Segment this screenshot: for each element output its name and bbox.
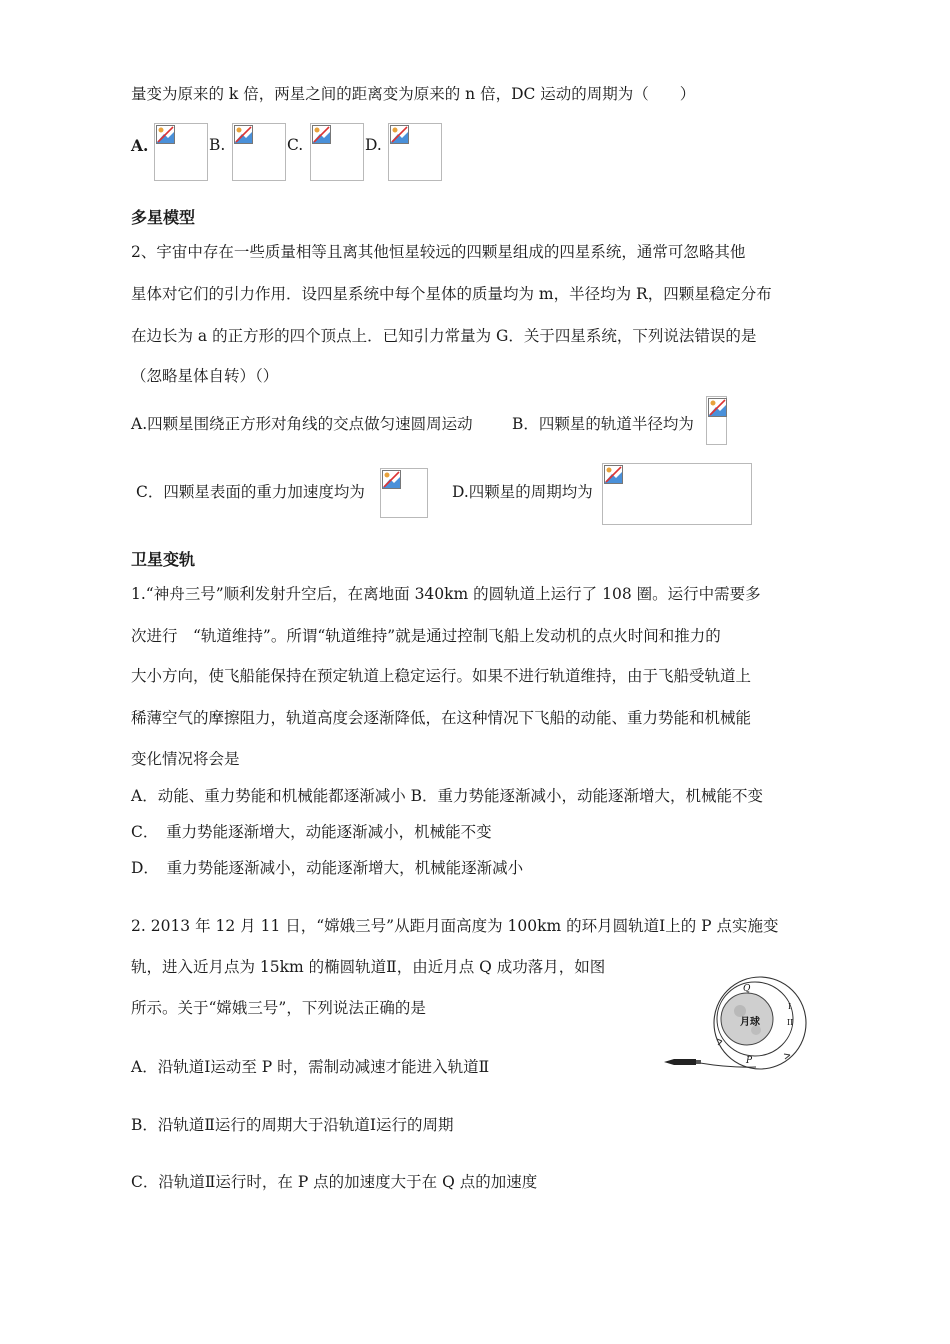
option-c-image	[310, 123, 364, 181]
option-a-image	[154, 123, 208, 181]
option-d-image	[388, 123, 442, 181]
question-line: （忽略星体自转）（）	[131, 367, 279, 385]
question-line: 2、宇宙中存在一些质量相等且离其他恒星较远的四颗星组成的四星系统，通常可忽略其他	[131, 243, 746, 261]
option-b-image	[232, 123, 286, 181]
option-ab-text: A．动能、重力势能和机械能都逐渐减小 B．重力势能逐渐减小，动能逐渐增大，机械能不变	[131, 787, 764, 805]
question-line: 1.“神舟三号”顺利发射升空后，在离地面 340km 的圆轨道上运行了 108 圈。运行中需要多	[131, 585, 761, 603]
question-line: 2. 2013 年 12 月 11 日，“嫦娥三号”从距月面高度为 100km 的环月圆轨道Ⅰ上的 P 点实施变	[131, 917, 779, 935]
option-c-label: C.	[287, 136, 304, 154]
option-d-label: D.	[365, 136, 382, 154]
broken-image-icon	[390, 125, 409, 144]
broken-image-icon	[604, 465, 623, 484]
option-d-image	[602, 463, 752, 525]
option-d-text: D.四颗星的周期均为	[452, 483, 593, 501]
section-heading-multistar: 多星模型	[131, 208, 196, 227]
orbit-diagram	[660, 975, 810, 1075]
question-line: 量变为原来的 k 倍，两星之间的距离变为原来的 n 倍，DC 运动的周期为（ ）	[131, 85, 696, 103]
spacecraft	[664, 1059, 701, 1065]
broken-image-icon	[382, 470, 401, 489]
question-line: 稀薄空气的摩擦阻力，轨道高度会逐渐降低，在这种情况下飞船的动能、重力势能和机械能	[131, 709, 752, 727]
broken-image-icon	[156, 125, 175, 144]
question-line: 变化情况将会是	[131, 750, 240, 768]
orbit-1-label: I	[788, 1002, 792, 1011]
option-c-text: C．沿轨道Ⅱ运行时，在 P 点的加速度大于在 Q 点的加速度	[131, 1173, 538, 1191]
option-c-text: C． 重力势能逐渐增大，动能逐渐减小，机械能不变	[131, 823, 492, 841]
broken-image-icon	[312, 125, 331, 144]
moon-label: 月球	[740, 1017, 760, 1028]
option-a-label: A.	[131, 136, 149, 155]
option-d-text: D． 重力势能逐渐减小，动能逐渐增大，机械能逐渐减小	[131, 859, 524, 877]
question-line: 星体对它们的引力作用．设四星系统中每个星体的质量均为 m，半径均为 R，四颗星稳定分布	[131, 285, 772, 303]
question-line: 轨，进入近月点为 15km 的椭圆轨道Ⅱ，由近月点 Q 成功落月，如图	[131, 958, 606, 976]
orbit-2-label: II	[787, 1018, 794, 1027]
question-line: 所示。关于“嫦娥三号”，下列说法正确的是	[131, 999, 426, 1017]
moon-crater	[734, 1005, 746, 1017]
option-b-label: B.	[209, 136, 226, 154]
option-a-text: A．沿轨道Ⅰ运动至 P 时，需制动减速才能进入轨道Ⅱ	[131, 1058, 490, 1076]
option-b-text: B．沿轨道Ⅱ运行的周期大于沿轨道Ⅰ运行的周期	[131, 1116, 454, 1134]
option-c-text: C．四颗星表面的重力加速度均为	[136, 483, 365, 501]
option-c-image	[380, 468, 428, 518]
question-line: 大小方向，使飞船能保持在预定轨道上稳定运行。如果不进行轨道维持，由于飞船受轨道上	[131, 667, 752, 685]
point-q-label: Q	[743, 984, 751, 994]
broken-image-icon	[708, 398, 727, 417]
option-b-image	[706, 396, 727, 445]
question-line: 次进行 “轨道维持”。所谓“轨道维持”就是通过控制飞船上发动机的点火时间和推力的	[131, 627, 721, 645]
point-p-label: P	[746, 1056, 753, 1066]
option-b-text: B．四颗星的轨道半径均为	[512, 415, 694, 433]
section-heading-orbit-change: 卫星变轨	[131, 550, 196, 569]
broken-image-icon	[234, 125, 253, 144]
option-a-text: A.四颗星围绕正方形对角线的交点做匀速圆周运动	[131, 415, 473, 433]
question-line: 在边长为 a 的正方形的四个顶点上．已知引力常量为 G．关于四星系统，下列说法错误的是	[131, 327, 757, 345]
